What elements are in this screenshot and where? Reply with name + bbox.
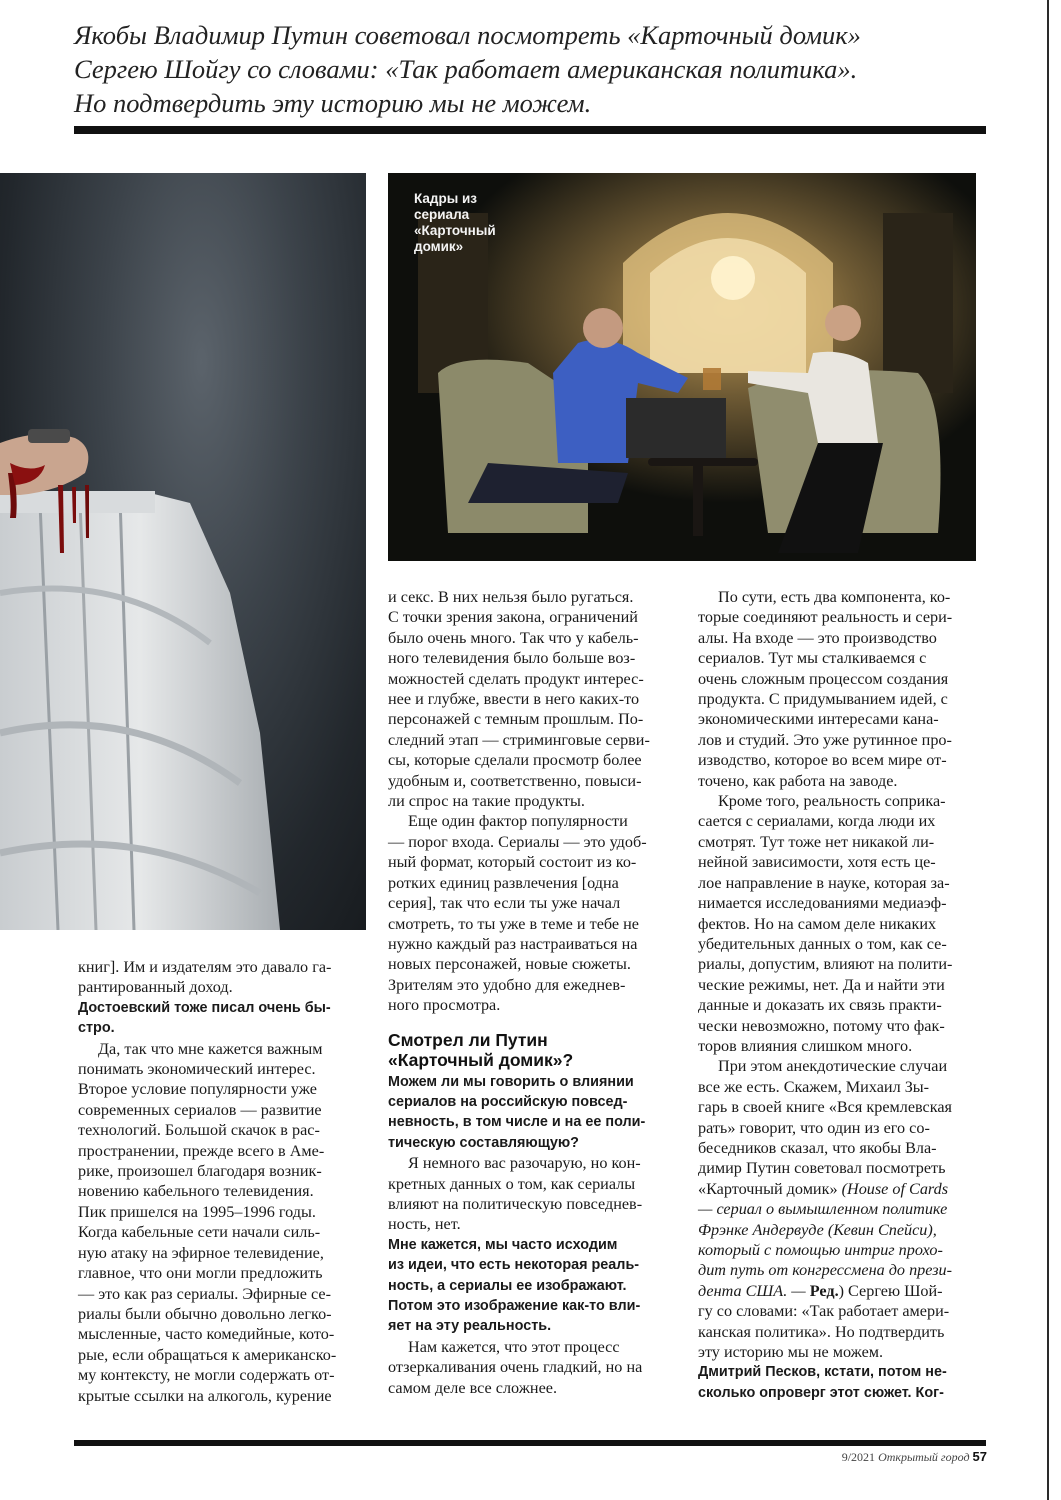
paragraph	[388, 587, 680, 811]
text-line: ческие режимы, нет. Да и найти эти	[698, 975, 945, 994]
paragraph	[388, 1337, 680, 1398]
text-line: фектов. Но на самом деле никаких	[698, 914, 937, 933]
text-line: новых персонажей, новые сюжеты.	[388, 955, 631, 974]
text-line: яет на эту реальность.	[388, 1318, 552, 1335]
page-footer	[842, 1449, 987, 1465]
italic-note: — сериал о вымышленном политике	[698, 1200, 948, 1219]
text-line: стро.	[78, 1020, 115, 1037]
paragraph	[78, 1039, 378, 1406]
text-line: чески невозможно, потому что фак-	[698, 1016, 945, 1035]
text-line: рые, если обращаться к американско-	[78, 1345, 337, 1364]
text-line: ность, нет.	[388, 1215, 461, 1234]
paragraph	[698, 1056, 990, 1362]
text-line: димир Путин советовал посмотреть	[698, 1159, 946, 1178]
text-line: ротких единиц развлечения [одна	[388, 873, 619, 892]
text-run: ) Сергею Шой-	[838, 1281, 943, 1300]
text-line: изводство, которое во всем мире от-	[698, 751, 947, 770]
text-line: данные и доказать их связь практи-	[698, 996, 942, 1015]
text-line: Смотрел ли Путин	[388, 1029, 548, 1050]
text-line: экономическими интересами кана-	[698, 710, 939, 729]
text-line: риалы, допустим, влияют на полити-	[698, 955, 953, 974]
text-line: сериалов на российскую повсед-	[388, 1093, 628, 1110]
text-line: Потом это изображение как-то вли-	[388, 1298, 641, 1314]
text-line: из идеи, что есть некоторая реаль-	[388, 1257, 640, 1274]
text-line: пространении, прежде всего в Аме-	[78, 1141, 325, 1160]
text-line: ную атаку на эфирное телевидение,	[78, 1243, 324, 1262]
text-line: — это как раз сериалы. Эфирные се-	[78, 1284, 331, 1303]
text-line: книг]. Им и издателям это давало га-	[78, 958, 332, 976]
text-line: ного просмотра.	[388, 996, 501, 1015]
bottom-rule	[74, 1440, 986, 1446]
text-line: невность, в том числе и на ее поли-	[388, 1114, 646, 1131]
text-line: беседников сказал, что якобы Вла-	[698, 1138, 937, 1157]
text-line: очень сложным процессом создания	[698, 669, 949, 688]
interview-question	[698, 1362, 990, 1403]
italic-note: дит путь от конгрессмена до прези-	[698, 1261, 953, 1280]
publication-name: Открытый город	[878, 1450, 970, 1464]
poster-photo	[0, 173, 366, 930]
text-line: смотрят. Тут тоже нет никакой ли-	[698, 832, 935, 851]
text-line: Мне кажется, мы часто исходим	[388, 1236, 618, 1253]
text-line: убедительных данных о том, как се-	[698, 934, 947, 953]
text-run: «Карточный домик»	[698, 1179, 838, 1198]
page-number: 57	[972, 1449, 987, 1464]
editor-note: Ред.	[809, 1281, 839, 1300]
text-line: Пик пришелся на 1995–1996 годы.	[78, 1202, 316, 1221]
interview-question	[388, 1235, 680, 1337]
text-column-1	[78, 957, 378, 1406]
text-line: лое направление в науке, которая за-	[698, 873, 950, 892]
text-line: влияют на политическую повседнев-	[388, 1194, 643, 1213]
text-line: Когда кабельные сети начали силь-	[78, 1223, 321, 1242]
italic-note: Фрэнке Андервуде (Кевин Спейси),	[698, 1220, 937, 1239]
text-line: мысленные, часто комедийные, кото-	[78, 1325, 335, 1344]
text-line: гу со словами: «Так работает амери-	[698, 1302, 950, 1321]
text-line	[698, 1281, 990, 1301]
text-line: ли спрос на такие продукты.	[388, 792, 585, 811]
text-line: главное, что они могли предложить	[78, 1264, 323, 1283]
text-line: и секс. В них нельзя было ругаться.	[388, 588, 634, 606]
text-line: гарь в своей книге «Вся кремлевская	[698, 1098, 952, 1117]
text-line: ный формат, который состоит из ко-	[388, 853, 637, 872]
text-line: ность, а сериалы ее изображают.	[388, 1277, 627, 1294]
text-line: удобным и, соответственно, повыси-	[388, 771, 642, 790]
text-line: технологий. Большой скачок в рас-	[78, 1121, 320, 1140]
text-line: По сути, есть два компонента, ко-	[718, 588, 951, 606]
text-line: торые соединяют реальность и сери-	[698, 608, 953, 627]
text-line: Еще один фактор популярности	[408, 812, 628, 831]
text-line: эту историю мы не можем.	[698, 1343, 884, 1362]
text-line: нужно каждый раз настраиваться на	[388, 934, 638, 953]
text-line: риалы были обычно довольно легко-	[78, 1304, 332, 1323]
photo-caption-line: домик»	[414, 239, 464, 254]
paragraph	[698, 587, 990, 791]
text-line: тическую составляющую?	[388, 1134, 579, 1151]
text-line: было очень много. Так что у кабель-	[388, 628, 639, 647]
text-line: канская политика». Но подтвердить	[698, 1322, 945, 1341]
text-line: Достоевский тоже писал очень бы-	[78, 999, 331, 1016]
text-line: «Карточный домик»?	[388, 1049, 574, 1070]
text-line: Можем ли мы говорить о влиянии	[388, 1073, 634, 1090]
pull-quote	[74, 18, 974, 120]
paragraph	[388, 1153, 680, 1235]
italic-note: дента США. —	[698, 1281, 806, 1300]
text-line: следний этап — стриминговые серви-	[388, 730, 650, 749]
text-line: лов и студий. Это уже рутинное про-	[698, 730, 952, 749]
series-still-photo	[388, 173, 976, 561]
poster-illustration	[0, 173, 366, 930]
photo-caption-line: сериала	[414, 207, 470, 222]
text-line: Дмитрий Песков, кстати, потом не-	[698, 1364, 947, 1381]
text-line: сается с сериалами, когда люди их	[698, 812, 936, 831]
text-line: сколько опроверг этот сюжет. Ког-	[698, 1384, 944, 1401]
text-line	[698, 1179, 990, 1199]
photo-caption	[414, 191, 496, 255]
text-line: сериалов. Тут мы сталкиваемся с	[698, 649, 927, 668]
text-line: продукта. С придумыванием идей, с	[698, 690, 948, 709]
text-line: торов влияния слишком много.	[698, 1036, 913, 1055]
paragraph	[388, 811, 680, 1015]
text-line: Второе условие популярности уже	[78, 1080, 317, 1099]
photo-caption-line: Кадры из	[414, 191, 478, 206]
text-line: точено, как работа на заводе.	[698, 771, 898, 790]
italic-note: который с помощью интриг прохо-	[698, 1241, 943, 1259]
pull-quote-line: Якобы Владимир Путин советовал посмотреть «Карточный домик»	[74, 20, 861, 50]
text-column-2	[388, 587, 680, 1398]
text-line: Нам кажется, что этот процесс	[408, 1337, 620, 1356]
top-rule	[74, 126, 986, 134]
italic-note: (House of Cards	[841, 1179, 949, 1198]
text-line: отзеркаливания очень гладкий, но на	[388, 1358, 643, 1377]
text-line: — порог входа. Сериалы — это удоб-	[388, 832, 647, 851]
text-line: ного телевидения было больше воз-	[388, 649, 636, 668]
text-line: серия], так что если ты уже начал	[388, 894, 621, 913]
page-edge-line	[1047, 0, 1049, 1500]
text-line: можностей сделать продукт интерес-	[388, 669, 644, 688]
text-line: крытые ссылки на алкоголь, курение	[78, 1386, 332, 1405]
text-line: кретных данных о том, как сериалы	[388, 1174, 636, 1193]
text-line: персонажей с темным прошлым. По-	[388, 710, 644, 729]
paragraph	[78, 957, 378, 998]
text-line: алы. На входе — это производство	[698, 628, 937, 647]
text-line: рантированный доход.	[78, 978, 233, 997]
text-line: При этом анекдотические случаи	[718, 1057, 948, 1076]
paragraph	[698, 791, 990, 1056]
text-line: современных сериалов — развитие	[78, 1100, 322, 1119]
text-column-3	[698, 587, 990, 1403]
pull-quote-line: Сергею Шойгу со словами: «Так работает американская политика».	[74, 54, 858, 84]
text-line: рике, произошел благодаря возник-	[78, 1162, 322, 1181]
text-line: Да, так что мне кажется важным	[98, 1039, 323, 1058]
text-line: нее и глубже, ввести в него каких-то	[388, 690, 640, 709]
text-line: Кроме того, реальность соприка-	[718, 792, 946, 811]
issue-number: 9/2021	[841, 1450, 876, 1464]
text-line: нейной зависимости, хотя есть це-	[698, 853, 936, 872]
text-line: смотреть, то ты уже в теме и тебе не	[388, 914, 639, 933]
text-line: Я немного вас разочарую, но кон-	[408, 1154, 641, 1173]
text-line: С точки зрения закона, ограничений	[388, 608, 638, 627]
text-line: сы, которые сделали просмотр более	[388, 751, 642, 770]
text-line: понимать экономический интерес.	[78, 1060, 316, 1079]
text-line: Зрителям это удобно для ежеднев-	[388, 975, 626, 994]
text-line: самом деле все сложнее.	[388, 1378, 557, 1397]
photo-caption-line: «Карточный	[414, 223, 496, 238]
pull-quote-line: Но подтвердить эту историю мы не можем.	[74, 88, 592, 118]
text-line: все же есть. Скажем, Михаил Зы-	[698, 1077, 930, 1096]
section-heading	[388, 1030, 680, 1070]
text-line: му контексту, не могли содержать от-	[78, 1366, 335, 1385]
text-line: рать» говорит, что один из его со-	[698, 1118, 930, 1137]
text-line: новению кабельного телевидения.	[78, 1182, 314, 1201]
interview-question	[78, 998, 378, 1039]
text-line: нимается исследованиями медиаэф-	[698, 894, 947, 913]
interview-question	[388, 1072, 680, 1154]
